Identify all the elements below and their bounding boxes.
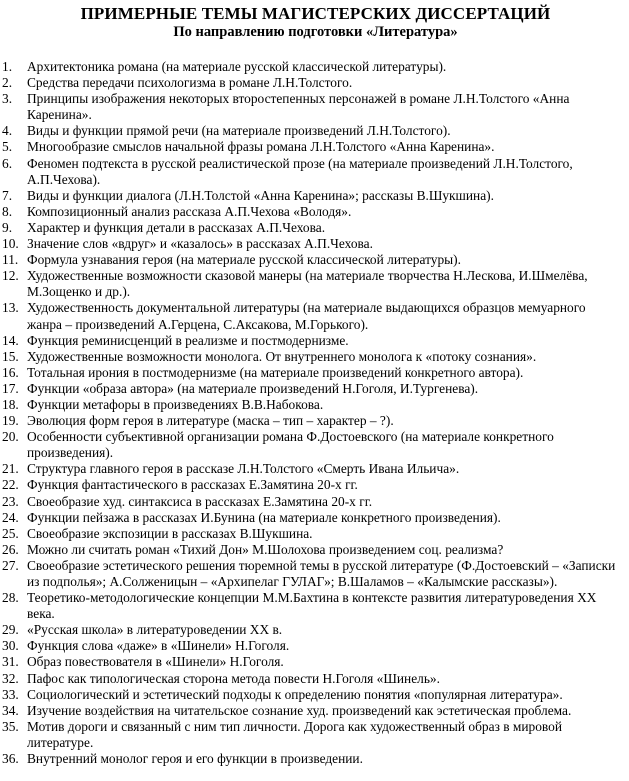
topic-item: [2, 719, 619, 751]
topic-text: Функции пейзажа в рассказах И.Бунина (на материале конкретного произведения).: [27, 509, 501, 525]
topic-text: Можно ли считать роман «Тихий Дон» М.Шолохова произведением соц. реализма?: [27, 541, 504, 557]
topic-item: [2, 220, 619, 236]
topic-number: 22.: [2, 477, 19, 493]
topic-item: [2, 236, 619, 252]
topic-item: [2, 494, 619, 510]
document-subtitle: По направлению подготовки «Литература»: [173, 24, 458, 40]
topic-text: Функция слова «даже» в «Шинели» Н.Гоголя.: [27, 638, 290, 654]
topic-text: Функции «образа автора» (на материале произведений Н.Гоголя, И.Тургенева).: [27, 380, 479, 396]
topic-number: 24.: [2, 509, 19, 525]
topic-text: Функции метафоры в произведениях В.В.Набокова.: [27, 396, 324, 412]
topic-item: [2, 333, 619, 349]
topic-text: Характер и функция детали в рассказах А.П.Чехова.: [27, 219, 326, 235]
topic-number: 31.: [2, 654, 19, 670]
topic-text: Средства передачи психологизма в романе Л.Н.Толстого.: [27, 75, 353, 91]
topic-number: 26.: [2, 541, 19, 557]
topic-item: [2, 703, 619, 719]
topic-text: Художественные возможности монолога. От внутреннего монолога к «потоку сознания».: [27, 348, 537, 364]
topic-number: 25.: [2, 525, 19, 541]
topic-number: 13.: [2, 300, 19, 316]
topic-text: Виды и функции прямой речи (на материале произведений Л.Н.Толстого).: [27, 123, 451, 139]
topic-text: Своеобразие экспозиции в рассказах В.Шукшина.: [27, 525, 313, 541]
topic-number: 30.: [2, 638, 19, 654]
topic-item: [2, 123, 619, 139]
topic-item: [2, 188, 619, 204]
topic-number: 16.: [2, 364, 19, 380]
topic-item: [2, 300, 619, 332]
topic-text: Мотив дороги и связанный с ним тип личности. Дорога как художественный образ в мировой литературе.: [27, 718, 563, 750]
topic-item: [2, 429, 619, 461]
topic-number: 33.: [2, 686, 19, 702]
topic-number: 27.: [2, 557, 19, 573]
topic-number: 17.: [2, 380, 19, 396]
topic-number: 14.: [2, 332, 19, 348]
topic-item: [2, 413, 619, 429]
topic-item: [2, 510, 619, 526]
topic-text: Эволюция форм героя в литературе (маска – тип – характер – ?).: [27, 413, 394, 429]
topic-item: [2, 75, 619, 91]
topic-item: [2, 252, 619, 268]
topic-text: Пафос как типологическая сторона метода повести Н.Гоголя «Шинель».: [27, 670, 440, 686]
topic-item: [2, 671, 619, 687]
topic-text: Своеобразие эстетического решения тюремной темы в русской литературе (Ф.Достоевский – «Записки из подполья»; А.Солженицын – «Архипелаг ГУЛАГ»; В.Шаламов – «Калымские рассказы»).: [27, 557, 616, 589]
topic-number: 2.: [2, 75, 13, 91]
topic-item: [2, 204, 619, 220]
topic-text: «Русская школа» в литературоведении XX в.: [27, 622, 283, 638]
topic-text: Структура главного героя в рассказе Л.Н.Толстого «Смерть Ивана Ильича».: [27, 461, 460, 477]
topic-text: Принципы изображения некоторых второстепенных персонажей в романе Л.Н.Толстого «Анна Каренина».: [27, 91, 570, 123]
topic-text: Особенности субъективной организации романа Ф.Достоевского (на материале конкретного произведения).: [27, 429, 554, 461]
topic-text: Художественность документальной литературы (на материале выдающихся образцов мемуарного жанра – произведений А.Герцена, С.Аксакова, М.Горького).: [27, 300, 586, 332]
topic-item: [2, 590, 619, 622]
topic-number: 36.: [2, 751, 19, 767]
topic-item: [2, 381, 619, 397]
topic-item: [2, 751, 619, 767]
topic-number: 12.: [2, 268, 19, 284]
topic-item: [2, 558, 619, 590]
topic-item: [2, 638, 619, 654]
topic-text: Функция фантастического в рассказах Е.Замятина 20-х гг.: [27, 477, 358, 493]
topic-number: 7.: [2, 187, 13, 203]
topic-item: [2, 526, 619, 542]
topic-text: Функция реминисценций в реализме и постмодернизме.: [27, 332, 349, 348]
topic-number: 4.: [2, 123, 13, 139]
topic-number: 5.: [2, 139, 13, 155]
topic-text: Виды и функции диалога (Л.Н.Толстой «Анна Каренина»; рассказы В.Шукшина).: [27, 187, 494, 203]
topic-number: 20.: [2, 429, 19, 445]
topic-text: Изучение воздействия на читательское сознание худ. произведений как эстетическая проблема.: [27, 702, 572, 718]
topic-number: 34.: [2, 702, 19, 718]
topic-number: 21.: [2, 461, 19, 477]
topic-text: Формула узнавания героя (на материале русской классической литературы).: [27, 252, 461, 268]
topic-item: [2, 156, 619, 188]
topic-item: [2, 349, 619, 365]
topics-list: [2, 59, 619, 767]
topic-text: Композиционный анализ рассказа А.П.Чехова «Володя».: [27, 203, 352, 219]
topic-number: 11.: [2, 252, 19, 268]
topic-number: 15.: [2, 348, 19, 364]
topic-item: [2, 654, 619, 670]
topic-text: Тотальная ирония в постмодернизме (на материале произведений конкретного автора).: [27, 364, 524, 380]
topic-text: Феномен подтекста в русской реалистической прозе (на материале произведений Л.Н.Толстого, А.П.Чехова).: [27, 155, 573, 187]
topic-text: Образ повествователя в «Шинели» Н.Гоголя.: [27, 654, 284, 670]
topic-item: [2, 268, 619, 300]
topic-item: [2, 542, 619, 558]
topic-number: 18.: [2, 396, 19, 412]
document-title: ПРИМЕРНЫЕ ТЕМЫ МАГИСТЕРСКИХ ДИССЕРТАЦИЙ: [80, 4, 551, 23]
topic-number: 10.: [2, 236, 19, 252]
topic-item: [2, 622, 619, 638]
topic-number: 32.: [2, 670, 19, 686]
topic-text: Теоретико-методологические концепции М.М.Бахтина в контексте развития литературоведения XX века.: [27, 590, 597, 622]
topic-number: 1.: [2, 59, 13, 74]
topic-number: 8.: [2, 203, 13, 219]
topic-number: 3.: [2, 91, 13, 107]
topic-item: [2, 397, 619, 413]
topic-text: Значение слов «вдруг» и «казалось» в рассказах А.П.Чехова.: [27, 236, 373, 252]
topic-number: 28.: [2, 590, 19, 606]
topic-number: 9.: [2, 219, 13, 235]
topic-text: Внутренний монолог героя и его функции в произведении.: [27, 751, 363, 767]
topic-item: [2, 91, 619, 123]
topic-number: 29.: [2, 622, 19, 638]
topic-item: [2, 139, 619, 155]
topic-text: Своеобразие худ. синтаксиса в рассказах Е.Замятина 20-х гг.: [27, 493, 373, 509]
topic-number: 23.: [2, 493, 19, 509]
topic-item: [2, 59, 619, 75]
topic-text: Архитектоника романа (на материале русской классической литературы).: [27, 59, 447, 74]
topic-number: 35.: [2, 718, 19, 734]
topic-item: [2, 365, 619, 381]
topic-item: [2, 461, 619, 477]
topic-text: Многообразие смыслов начальной фразы романа Л.Н.Толстого «Анна Каренина».: [27, 139, 495, 155]
topic-item: [2, 477, 619, 493]
topic-item: [2, 687, 619, 703]
topic-number: 19.: [2, 413, 19, 429]
topic-number: 6.: [2, 155, 13, 171]
topic-text: Социологический и эстетический подходы к определению понятия «популярная литература».: [27, 686, 563, 702]
topic-text: Художественные возможности сказовой манеры (на материале творчества Н.Лескова, И.Шмелёва, М.Зощенко и др.).: [27, 268, 588, 300]
